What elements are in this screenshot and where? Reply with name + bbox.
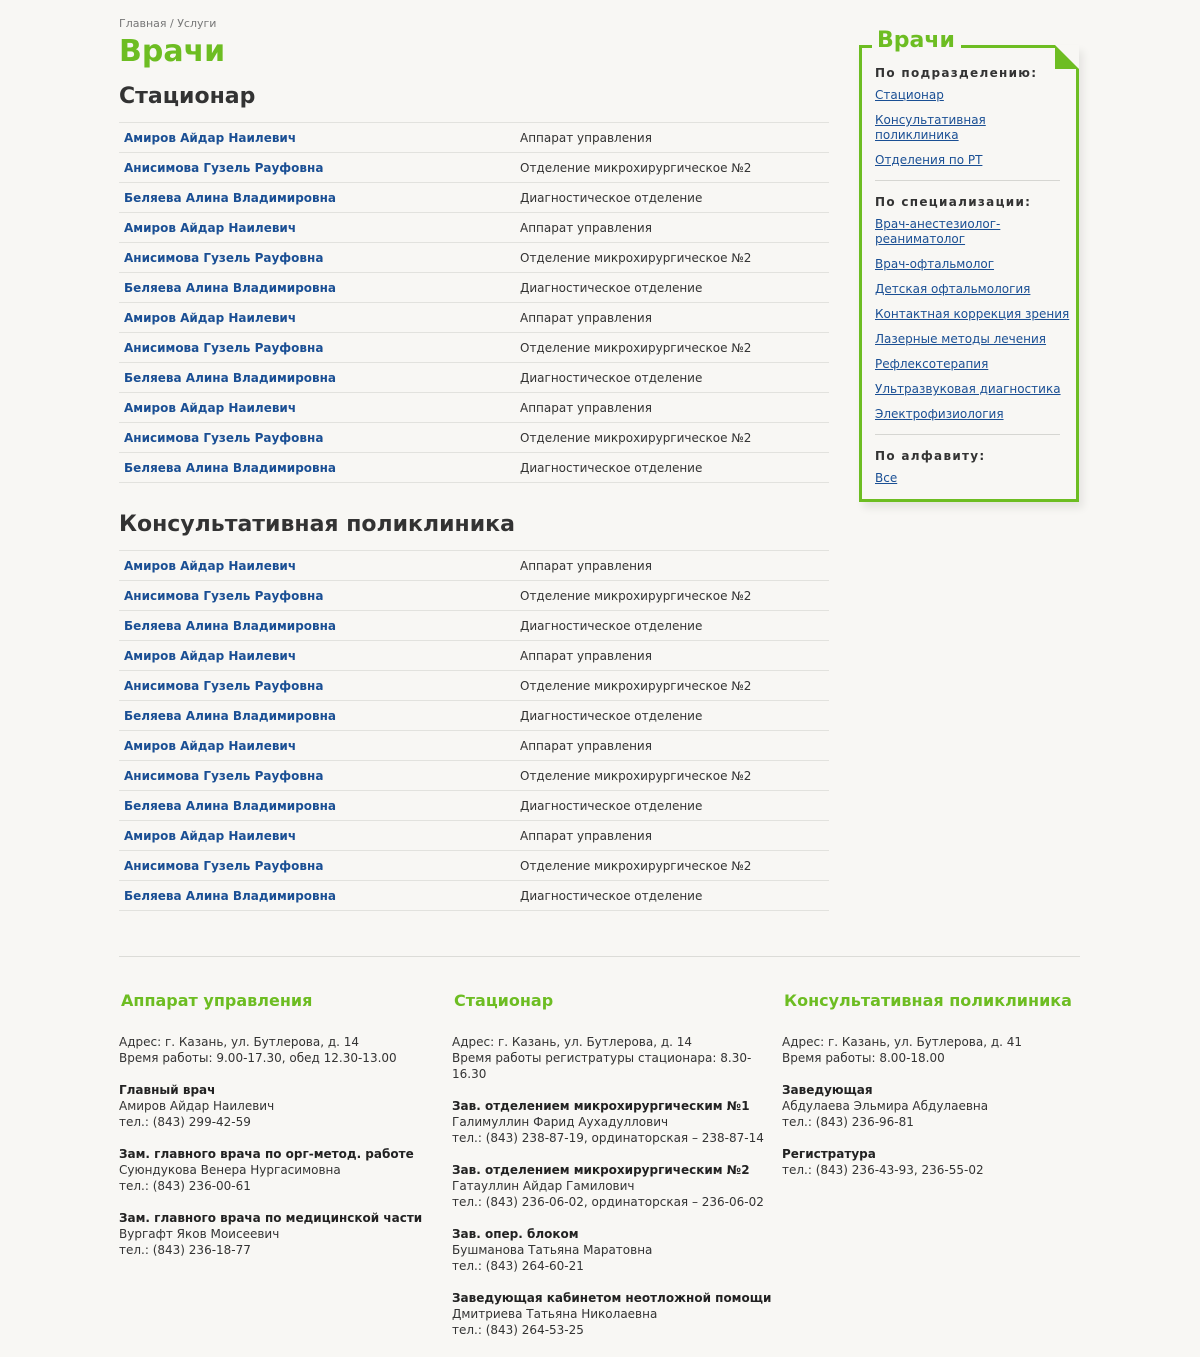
doctor-department: Диагностическое отделение xyxy=(520,618,703,633)
footer-address-block xyxy=(119,1034,439,1066)
breadcrumb-home[interactable]: Главная xyxy=(119,17,167,30)
doctor-name-link[interactable]: Амиров Айдар Наилевич xyxy=(124,648,297,663)
contact-role: Зав. опер. блоком xyxy=(452,1227,579,1241)
sidebar-link-specialty[interactable]: Контактная коррекция зрения xyxy=(875,307,1070,321)
doctor-department: Отделение микрохирургическое №2 xyxy=(520,250,752,265)
doctors-filter-panel xyxy=(859,28,1079,502)
footer-contact xyxy=(119,1082,439,1130)
contact-name: Амиров Айдар Наилевич xyxy=(119,1099,275,1113)
contact-name: Дмитриева Татьяна Николаевна xyxy=(452,1307,658,1321)
table-row xyxy=(119,333,829,363)
section-title: Стационар xyxy=(119,84,256,109)
doctor-department: Диагностическое отделение xyxy=(520,888,703,903)
doctor-department: Диагностическое отделение xyxy=(520,460,703,475)
footer-address-block xyxy=(452,1034,772,1082)
sidebar-link-alphabet[interactable]: Все xyxy=(875,471,898,485)
doctor-department: Аппарат управления xyxy=(520,558,652,573)
sidebar-link-specialty[interactable]: Ультразвуковая диагностика xyxy=(875,382,1061,396)
filter-heading-specialty: По специализации: xyxy=(875,195,1032,209)
table-row xyxy=(119,761,829,791)
footer-address: Адрес: г. Казань, ул. Бутлерова, д. 41 xyxy=(782,1035,1023,1049)
contact-phone: тел.: (843) 264-60-21 xyxy=(452,1259,584,1273)
table-row xyxy=(119,791,829,821)
contact-phone: тел.: (843) 236-06-02, ординаторская – 236-06-02 xyxy=(452,1195,764,1209)
doctor-name-link[interactable]: Анисимова Гузель Рауфовна xyxy=(124,678,324,693)
doctor-name-link[interactable]: Анисимова Гузель Рауфовна xyxy=(124,588,324,603)
doctor-department: Аппарат управления xyxy=(520,310,652,325)
footer-divider xyxy=(119,956,1080,957)
doctor-department: Отделение микрохирургическое №2 xyxy=(520,678,752,693)
table-row xyxy=(119,393,829,423)
breadcrumb xyxy=(119,17,216,30)
section-title: Консультативная поликлиника xyxy=(119,512,515,537)
footer-column-admin xyxy=(119,990,439,1274)
doctor-department: Отделение микрохирургическое №2 xyxy=(520,430,752,445)
doctor-department: Аппарат управления xyxy=(520,648,652,663)
doctor-name-link[interactable]: Беляева Алина Владимировна xyxy=(124,190,337,205)
sidebar-link-division[interactable]: Консультативная поликлиника xyxy=(875,113,986,142)
footer-hours: Время работы: 8.00-18.00 xyxy=(782,1051,945,1065)
contact-phone: тел.: (843) 236-18-77 xyxy=(119,1243,251,1257)
contact-phone: тел.: (843) 236-43-93, 236-55-02 xyxy=(782,1163,984,1177)
sidebar-link-division[interactable]: Стационар xyxy=(875,88,944,102)
contact-phone: тел.: (843) 236-00-61 xyxy=(119,1179,251,1193)
doctor-department: Аппарат управления xyxy=(520,400,652,415)
table-row xyxy=(119,821,829,851)
doctor-name-link[interactable]: Анисимова Гузель Рауфовна xyxy=(124,160,324,175)
contact-name: Суюндукова Венера Нургасимовна xyxy=(119,1163,341,1177)
table-row xyxy=(119,363,829,393)
doctor-name-link[interactable]: Амиров Айдар Наилевич xyxy=(124,310,297,325)
table-row xyxy=(119,881,829,911)
contact-role: Зав. отделением микрохирургическим №1 xyxy=(452,1099,750,1113)
breadcrumb-separator: / xyxy=(166,17,178,30)
table-row xyxy=(119,641,829,671)
doctor-department: Аппарат управления xyxy=(520,130,652,145)
doctor-name-link[interactable]: Беляева Алина Владимировна xyxy=(124,618,337,633)
doctor-department: Диагностическое отделение xyxy=(520,190,703,205)
doctor-name-link[interactable]: Беляева Алина Владимировна xyxy=(124,888,337,903)
section-hospital xyxy=(119,84,829,483)
footer-address: Адрес: г. Казань, ул. Бутлерова, д. 14 xyxy=(452,1035,693,1049)
doctor-name-link[interactable]: Амиров Айдар Наилевич xyxy=(124,738,297,753)
doctor-name-link[interactable]: Анисимова Гузель Рауфовна xyxy=(124,858,324,873)
doctor-name-link[interactable]: Анисимова Гузель Рауфовна xyxy=(124,250,324,265)
contact-phone: тел.: (843) 238-87-19, ординаторская – 238-87-14 xyxy=(452,1131,764,1145)
table-row xyxy=(119,851,829,881)
doctor-name-link[interactable]: Беляева Алина Владимировна xyxy=(124,370,337,385)
contact-name: Абдулаева Эльмира Абдулаевна xyxy=(782,1099,989,1113)
sidebar-link-specialty[interactable]: Врач-офтальмолог xyxy=(875,257,995,271)
table-row xyxy=(119,423,829,453)
doctor-department: Диагностическое отделение xyxy=(520,708,703,723)
contact-role: Заведующая xyxy=(782,1083,873,1097)
footer-column-clinic xyxy=(782,990,1082,1194)
footer-hours: Время работы: 9.00-17.30, обед 12.30-13.00 xyxy=(119,1051,397,1065)
contact-phone: тел.: (843) 236-96-81 xyxy=(782,1115,914,1129)
doctor-name-link[interactable]: Амиров Айдар Наилевич xyxy=(124,130,297,145)
contact-role: Регистратура xyxy=(782,1147,876,1161)
page-title: Врачи xyxy=(119,34,226,69)
table-row xyxy=(119,183,829,213)
table-row xyxy=(119,213,829,243)
table-row xyxy=(119,453,829,483)
footer-column-title: Консультативная поликлиника xyxy=(784,991,1072,1010)
contact-role: Заведующая кабинетом неотложной помощи xyxy=(452,1291,772,1305)
doctor-department: Диагностическое отделение xyxy=(520,370,703,385)
table-row xyxy=(119,123,829,153)
doctor-department: Аппарат управления xyxy=(520,220,652,235)
sidebar-link-specialty[interactable]: Лазерные методы лечения xyxy=(875,332,1047,346)
contact-role: Главный врач xyxy=(119,1083,216,1097)
divider xyxy=(875,180,1060,181)
doctor-name-link[interactable]: Амиров Айдар Наилевич xyxy=(124,220,297,235)
footer-column-hospital xyxy=(452,990,772,1354)
contact-phone: тел.: (843) 299-42-59 xyxy=(119,1115,251,1129)
sidebar-link-specialty[interactable]: Врач-анестезиолог-реаниматолог xyxy=(875,217,1001,246)
footer-contact xyxy=(119,1210,439,1258)
footer-contact xyxy=(452,1290,772,1338)
footer-contact xyxy=(782,1146,1082,1178)
doctor-department: Отделение микрохирургическое №2 xyxy=(520,160,752,175)
table-row xyxy=(119,701,829,731)
table-row xyxy=(119,671,829,701)
doctor-department: Отделение микрохирургическое №2 xyxy=(520,858,752,873)
table-row xyxy=(119,731,829,761)
breadcrumb-current[interactable]: Услуги xyxy=(177,17,217,30)
contact-role: Зав. отделением микрохирургическим №2 xyxy=(452,1163,750,1177)
doctor-department: Диагностическое отделение xyxy=(520,798,703,813)
table-row xyxy=(119,243,829,273)
footer-contact xyxy=(452,1162,772,1210)
doctor-department: Аппарат управления xyxy=(520,738,652,753)
doctor-name-link[interactable]: Анисимова Гузель Рауфовна xyxy=(124,340,324,355)
sidebar-link-specialty[interactable]: Электрофизиология xyxy=(875,407,1004,421)
doctor-department: Отделение микрохирургическое №2 xyxy=(520,588,752,603)
doctor-name-link[interactable]: Амиров Айдар Наилевич xyxy=(124,828,297,843)
section-clinic xyxy=(119,512,829,911)
divider xyxy=(875,434,1060,435)
contact-name: Бушманова Татьяна Маратовна xyxy=(452,1243,653,1257)
doctor-list xyxy=(119,550,829,911)
table-row xyxy=(119,551,829,581)
contact-name: Гатауллин Айдар Гамилович xyxy=(452,1179,635,1193)
contact-name: Вургафт Яков Моисеевич xyxy=(119,1227,280,1241)
table-row xyxy=(119,153,829,183)
filter-heading-division: По подразделению: xyxy=(875,66,1038,80)
doctor-name-link[interactable]: Беляева Алина Владимировна xyxy=(124,798,337,813)
sidebar-link-specialty[interactable]: Рефлексотерапия xyxy=(875,357,989,371)
table-row xyxy=(119,611,829,641)
footer-address: Адрес: г. Казань, ул. Бутлерова, д. 14 xyxy=(119,1035,360,1049)
table-row xyxy=(119,303,829,333)
contact-role: Зам. главного врача по орг-метод. работе xyxy=(119,1147,414,1161)
table-row xyxy=(119,273,829,303)
contact-name: Галимуллин Фарид Аухадуллович xyxy=(452,1115,669,1129)
footer-contact xyxy=(452,1226,772,1274)
sidebar-title: Врачи xyxy=(872,28,961,54)
sidebar-link-specialty[interactable]: Детская офтальмология xyxy=(875,282,1031,296)
doctor-name-link[interactable]: Беляева Алина Владимировна xyxy=(124,280,337,295)
footer-address-block xyxy=(782,1034,1082,1066)
footer-column-title: Аппарат управления xyxy=(121,991,313,1010)
doctor-name-link[interactable]: Беляева Алина Владимировна xyxy=(124,460,337,475)
footer-column-title: Стационар xyxy=(454,991,554,1010)
doctor-name-link[interactable]: Амиров Айдар Наилевич xyxy=(124,558,297,573)
doctor-department: Диагностическое отделение xyxy=(520,280,703,295)
doctor-name-link[interactable]: Беляева Алина Владимировна xyxy=(124,708,337,723)
footer-contact xyxy=(782,1082,1082,1130)
footer-hours: Время работы регистратуры стационара: 8.30-16.30 xyxy=(452,1051,752,1081)
doctor-department: Отделение микрохирургическое №2 xyxy=(520,768,752,783)
doctor-department: Отделение микрохирургическое №2 xyxy=(520,340,752,355)
contact-role: Зам. главного врача по медицинской части xyxy=(119,1211,423,1225)
doctor-name-link[interactable]: Амиров Айдар Наилевич xyxy=(124,400,297,415)
sidebar-link-division[interactable]: Отделения по РТ xyxy=(875,153,983,167)
doctor-list xyxy=(119,122,829,483)
table-row xyxy=(119,581,829,611)
contact-phone: тел.: (843) 264-53-25 xyxy=(452,1323,584,1337)
doctor-name-link[interactable]: Анисимова Гузель Рауфовна xyxy=(124,430,324,445)
doctor-department: Аппарат управления xyxy=(520,828,652,843)
footer-contact xyxy=(452,1098,772,1146)
doctor-name-link[interactable]: Анисимова Гузель Рауфовна xyxy=(124,768,324,783)
filter-heading-alphabet: По алфавиту: xyxy=(875,449,986,463)
footer-contact xyxy=(119,1146,439,1194)
